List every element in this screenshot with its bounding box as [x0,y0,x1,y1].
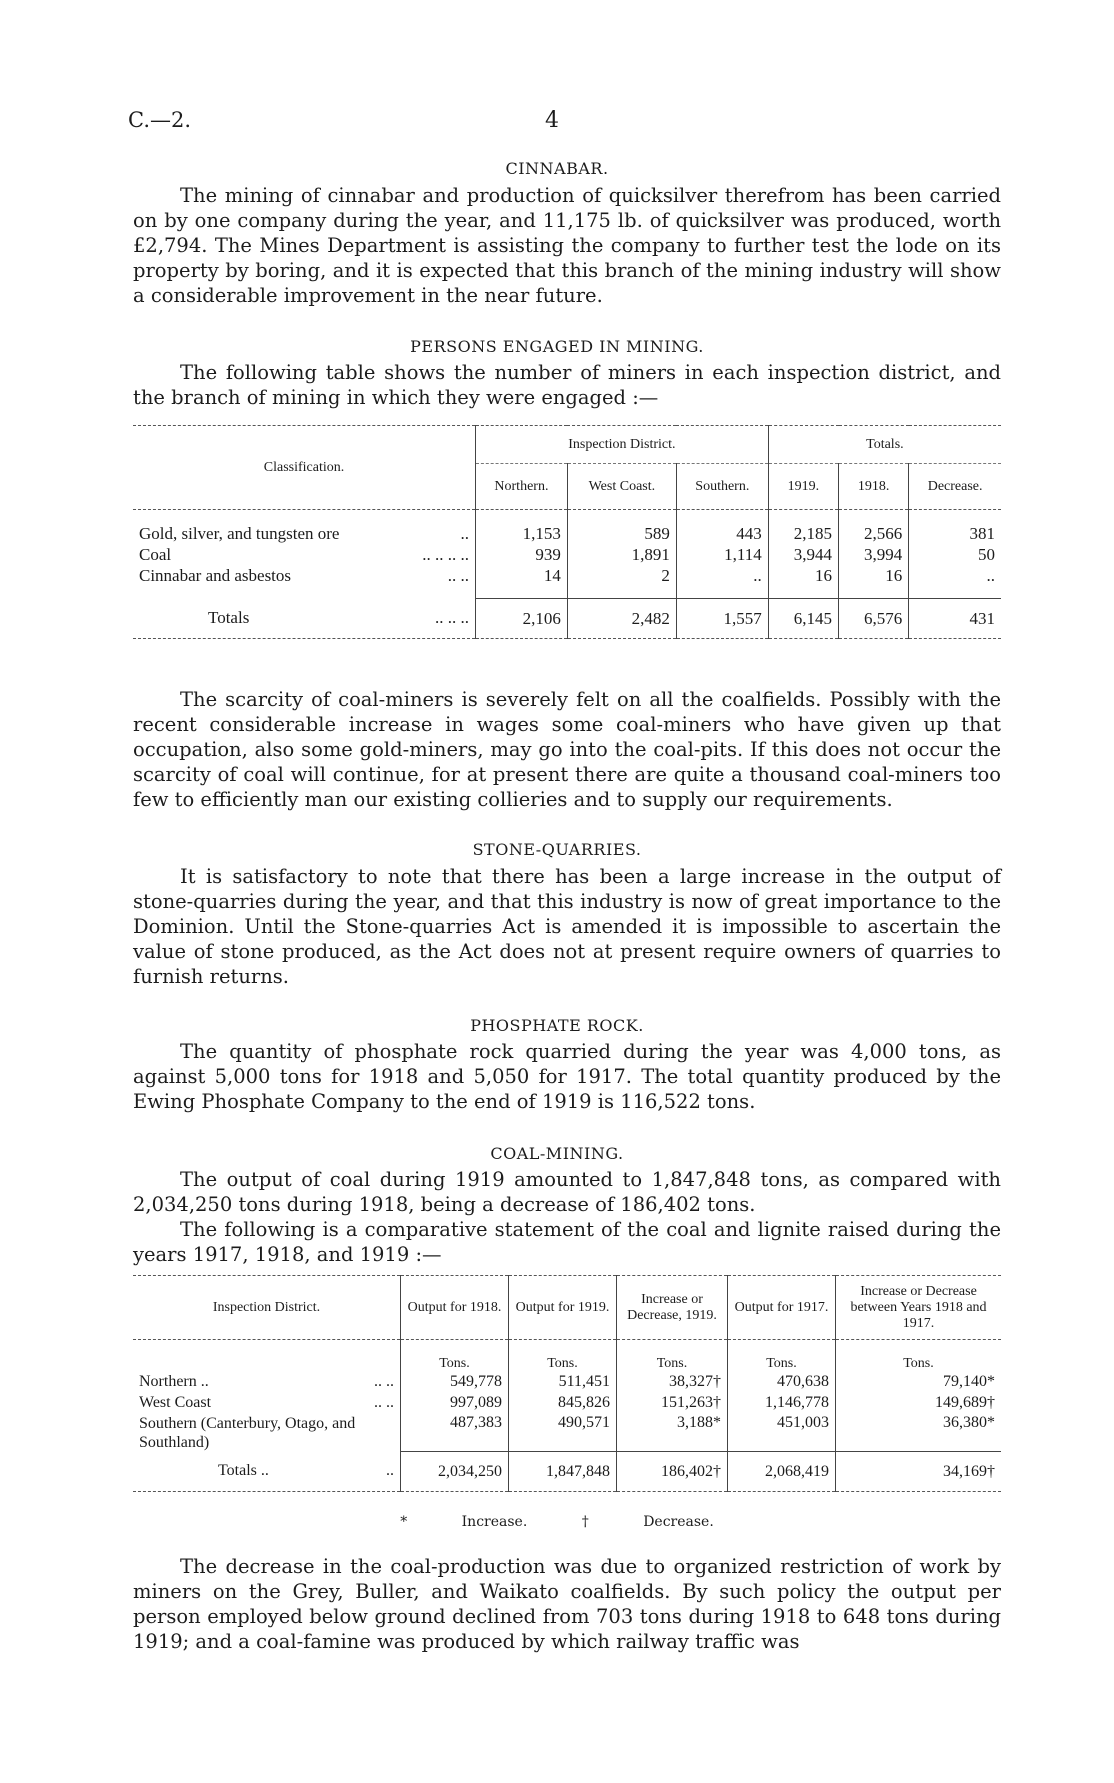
cell: 2,034,250 [401,1452,509,1492]
cell: 511,451 [509,1372,617,1393]
cell: 3,994 [839,545,909,566]
cell: 38,327† [617,1372,728,1393]
row-label: Gold, silver, and tungsten ore .. [133,524,476,545]
section-title-cinnabar: CINNABAR. [505,159,609,178]
paragraph-text: The following table shows the number of miners in each inspection district, and the branch of mining in which they were engaged :— [133,361,1001,409]
paragraph-text: It is satisfactory to note that there has been a large increase in the output of stone-quarries during the year, and that this industry is now of great importance to the Dominion. Until the Stone-quarries Act is amended it is impossible to ascertain the value of stone produced, as the Act does not at present require owners of quarries to furnish returns. [133,865,1001,988]
col-inspection-district: Inspection District. [133,1276,401,1340]
cell: 2,482 [567,599,676,639]
table-row [133,1414,1001,1452]
row-label: Totals .. .. [133,1452,401,1492]
paragraph-text: The output of coal during 1919 amounted to 1,847,848 tons, as compared with 2,034,250 tons during 1918, being a decrease of 186,402 tons. [133,1168,1001,1216]
unit-label: Tons. [728,1340,836,1372]
paragraph-phosphate [133,1039,1001,1114]
cell: 997,089 [401,1393,509,1414]
unit-label: Tons. [401,1340,509,1372]
col-output-1919: Output for 1919. [509,1276,617,1340]
col-output-1918: Output for 1918. [401,1276,509,1340]
totals-row [133,1452,1001,1492]
cell: 1,847,848 [509,1452,617,1492]
row-label: Southern (Canterbury, Otago, and Southland) [133,1414,401,1452]
section-title-persons: PERSONS ENGAGED IN MINING. [410,337,704,356]
col-southern: Southern. [676,464,768,510]
paragraph-text: The decrease in the coal-production was due to organized restriction of work by miners on the Grey, Buller, and Waikato coalfields. By such policy the output per person employed below ground declined from 703 tons during 1918 to 648 tons during 1919; and a coal-famine was produced by which railway traffic was [133,1555,1001,1653]
table-row [133,545,1001,566]
cell: 1,114 [676,545,768,566]
unit-label: Tons. [509,1340,617,1372]
table-row [133,1393,1001,1414]
cell: 1,153 [476,524,568,545]
cell: 2 [567,566,676,587]
col-group-inspection: Inspection District. [476,426,769,464]
cell: 16 [768,566,838,587]
cell: 34,169† [836,1452,1002,1492]
cell: 451,003 [728,1414,836,1452]
paragraph-coal-output [133,1167,1001,1267]
cell: 939 [476,545,568,566]
row-label: Cinnabar and asbestos .. .. [133,566,476,587]
cell: 16 [839,566,909,587]
paragraph-stone [133,864,1001,989]
cell: 487,383 [401,1414,509,1452]
cell: 36,380* [943,1413,995,1431]
table-row [133,566,1001,587]
document-reference: C.—2. [128,108,192,132]
row-label: West Coast .. .. [133,1393,401,1414]
footnote-decrease: † Decrease. [581,1514,714,1530]
col-1918: 1918. [839,464,909,510]
cell: 14 [476,566,568,587]
cell: 589 [567,524,676,545]
paragraph-text: The following is a comparative statement of the coal and lignite raised during the years 1917, 1918, and 1919 :— [133,1218,1001,1266]
section-title-coal: COAL-MINING. [490,1144,624,1163]
row-label: Totals .. .. .. [133,599,476,639]
cell: 1,146,778 [728,1393,836,1414]
paragraph-text: The mining of cinnabar and production of quicksilver therefrom has been carried on by one company during the year, and 11,175 lb. of quicksilver was produced, worth £2,794. The Mines Department is assisting the company to further test the lode on its property by boring, and it is expected that this branch of the mining industry will show a considerable improvement in the near future. [133,184,1001,307]
unit-label: Tons. [617,1340,728,1372]
cell: 381 [969,524,995,543]
col-classification: Classification. [133,426,476,510]
cell: 845,826 [509,1393,617,1414]
section-title-phosphate: PHOSPHATE ROCK. [470,1016,644,1035]
paragraph-coal-decrease [133,1554,1001,1654]
col-west-coast: West Coast. [567,464,676,510]
paragraph-cinnabar [133,183,1001,308]
cell: 443 [676,524,768,545]
cell: 549,778 [401,1372,509,1393]
section-title-stone: STONE-QUARRIES. [472,840,642,859]
cell: 186,402† [617,1452,728,1492]
cell: 3,188* [617,1414,728,1452]
row-label: Northern .. .. .. [133,1372,401,1393]
col-increase-decrease-1919: Increase or Decrease, 1919. [617,1276,728,1340]
col-northern: Northern. [476,464,568,510]
cell: 2,185 [768,524,838,545]
cell: 50 [978,545,995,564]
unit-label: Tons. [903,1355,934,1371]
cell: 2,106 [476,599,568,639]
totals-row [133,599,1001,639]
col-increase-decrease-1918-1917: Increase or Decrease between Years 1918 and 1917. [850,1283,987,1331]
cell: 79,140* [943,1373,995,1390]
col-group-totals: Totals. [866,436,904,452]
cell: 2,566 [839,524,909,545]
table-row [133,524,1001,545]
persons-engaged-table [133,425,1001,639]
page-number: 4 [545,108,559,133]
cell: 470,638 [728,1372,836,1393]
table-footnotes [0,1514,1114,1530]
cell: 2,068,419 [728,1452,836,1492]
paragraph-scarcity [133,687,1001,812]
table-row [133,1372,1001,1393]
col-1919: 1919. [768,464,838,510]
paragraph-text: The quantity of phosphate rock quarried during the year was 4,000 tons, as against 5,000 tons for 1918 and 5,050 for 1917. The total quantity produced by the Ewing Phosphate Company to the end of 1919 is 116,522 tons. [133,1040,1001,1113]
cell: 431 [909,599,1001,639]
cell: 151,263† [617,1393,728,1414]
cell: 149,689† [935,1394,995,1411]
row-label: Coal .. .. .. .. [133,545,476,566]
cell: 1,891 [567,545,676,566]
cell: 6,576 [839,599,909,639]
coal-output-table [133,1275,1001,1492]
footnote-increase: * Increase. [400,1514,528,1530]
col-decrease: Decrease. [909,464,1001,510]
col-output-1917: Output for 1917. [728,1276,836,1340]
cell: .. [676,566,768,587]
cell: .. [986,566,995,585]
paragraph-text: The scarcity of coal-miners is severely felt on all the coalfields. Possibly with the recent considerable increase in wages some coal-miners who have given up that occupation, also some gold-miners, may go into the coal-pits. If this does not occur the scarcity of coal will continue, for at present there are quite a thousand coal-miners too few to efficiently man our existing collieries and to supply our requirements. [133,688,1001,811]
paragraph-persons-intro [133,360,1001,410]
cell: 6,145 [768,599,838,639]
cell: 1,557 [676,599,768,639]
cell: 490,571 [509,1414,617,1452]
cell: 3,944 [768,545,838,566]
